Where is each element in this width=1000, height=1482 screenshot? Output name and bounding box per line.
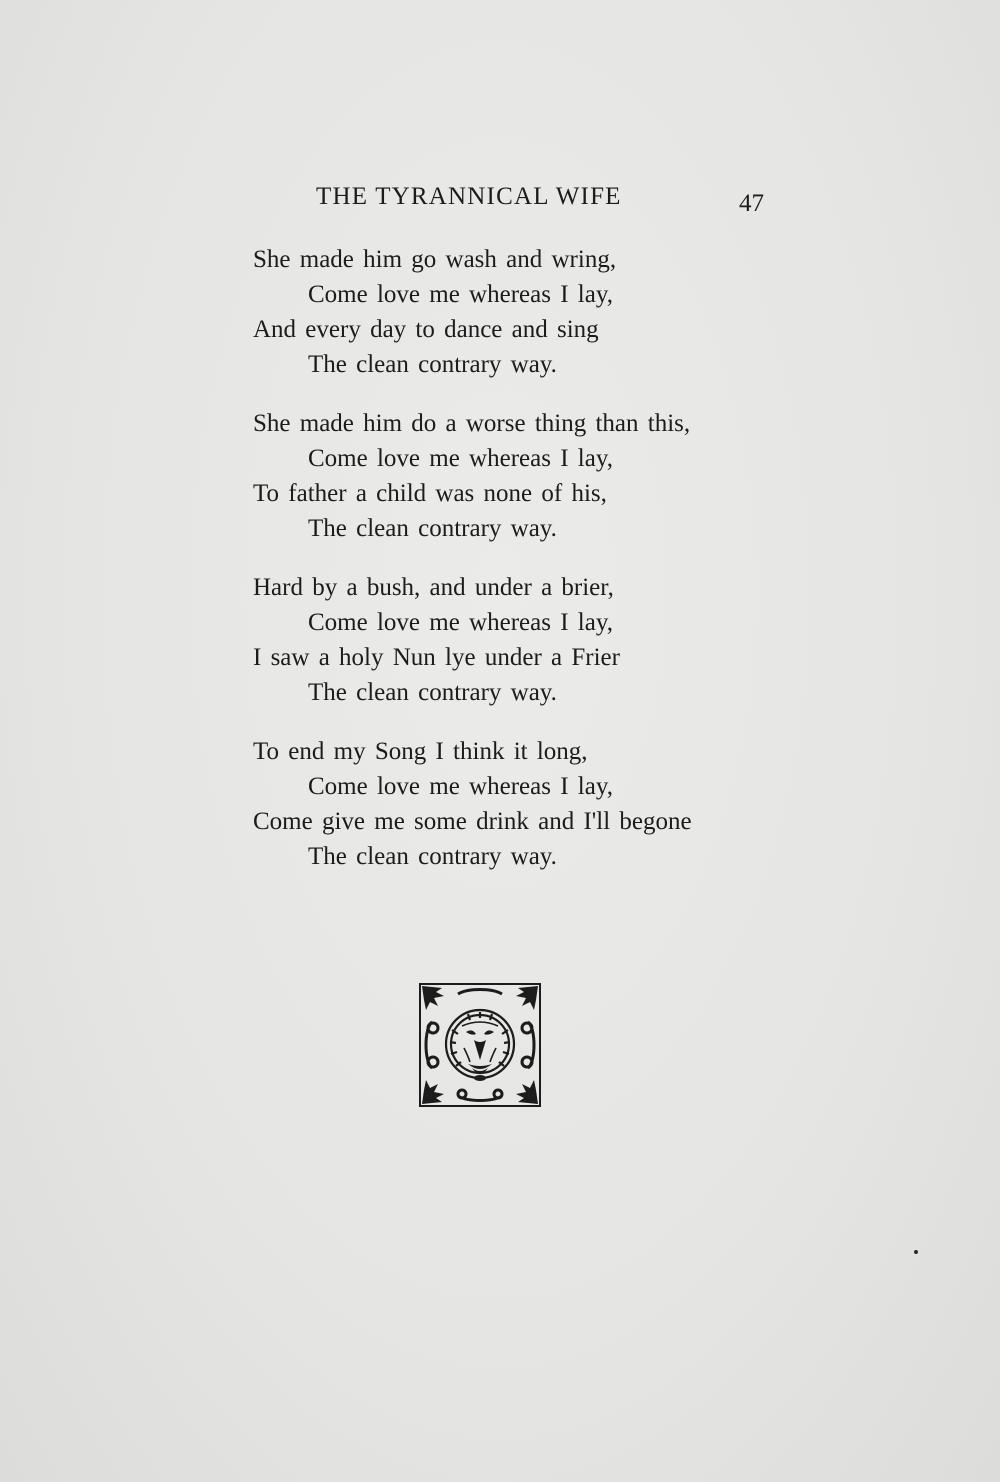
ink-speck [914,1250,918,1254]
lion-head-tailpiece-icon [418,982,542,1108]
poem-refrain-line: The clean contrary way. [308,843,557,870]
stanza [253,734,813,874]
poem-line: She made him do a worse thing than this, [253,410,691,437]
stanza [253,406,813,546]
poem [253,242,813,898]
running-title: THE TYRANNICAL WIFE [316,183,622,210]
poem-line: I saw a holy Nun lye under a Frier [253,644,620,671]
poem-line: To end my Song I think it long, [253,738,588,765]
poem-line: And every day to dance and sing [253,316,599,343]
poem-line: To father a child was none of his, [253,480,607,507]
poem-refrain-line: Come love me whereas I lay, [308,281,613,308]
stanza [253,242,813,382]
poem-line: Hard by a bush, and under a brier, [253,574,614,601]
poem-line: Come give me some drink and I'll begone [253,808,692,835]
poem-refrain-line: The clean contrary way. [308,351,557,378]
stanza [253,570,813,710]
poem-refrain-line: The clean contrary way. [308,679,557,706]
page-number: 47 [739,190,764,217]
poem-line: She made him go wash and wring, [253,246,617,273]
poem-refrain-line: Come love me whereas I lay, [308,609,613,636]
poem-refrain-line: Come love me whereas I lay, [308,445,613,472]
poem-refrain-line: Come love me whereas I lay, [308,773,613,800]
poem-refrain-line: The clean contrary way. [308,515,557,542]
